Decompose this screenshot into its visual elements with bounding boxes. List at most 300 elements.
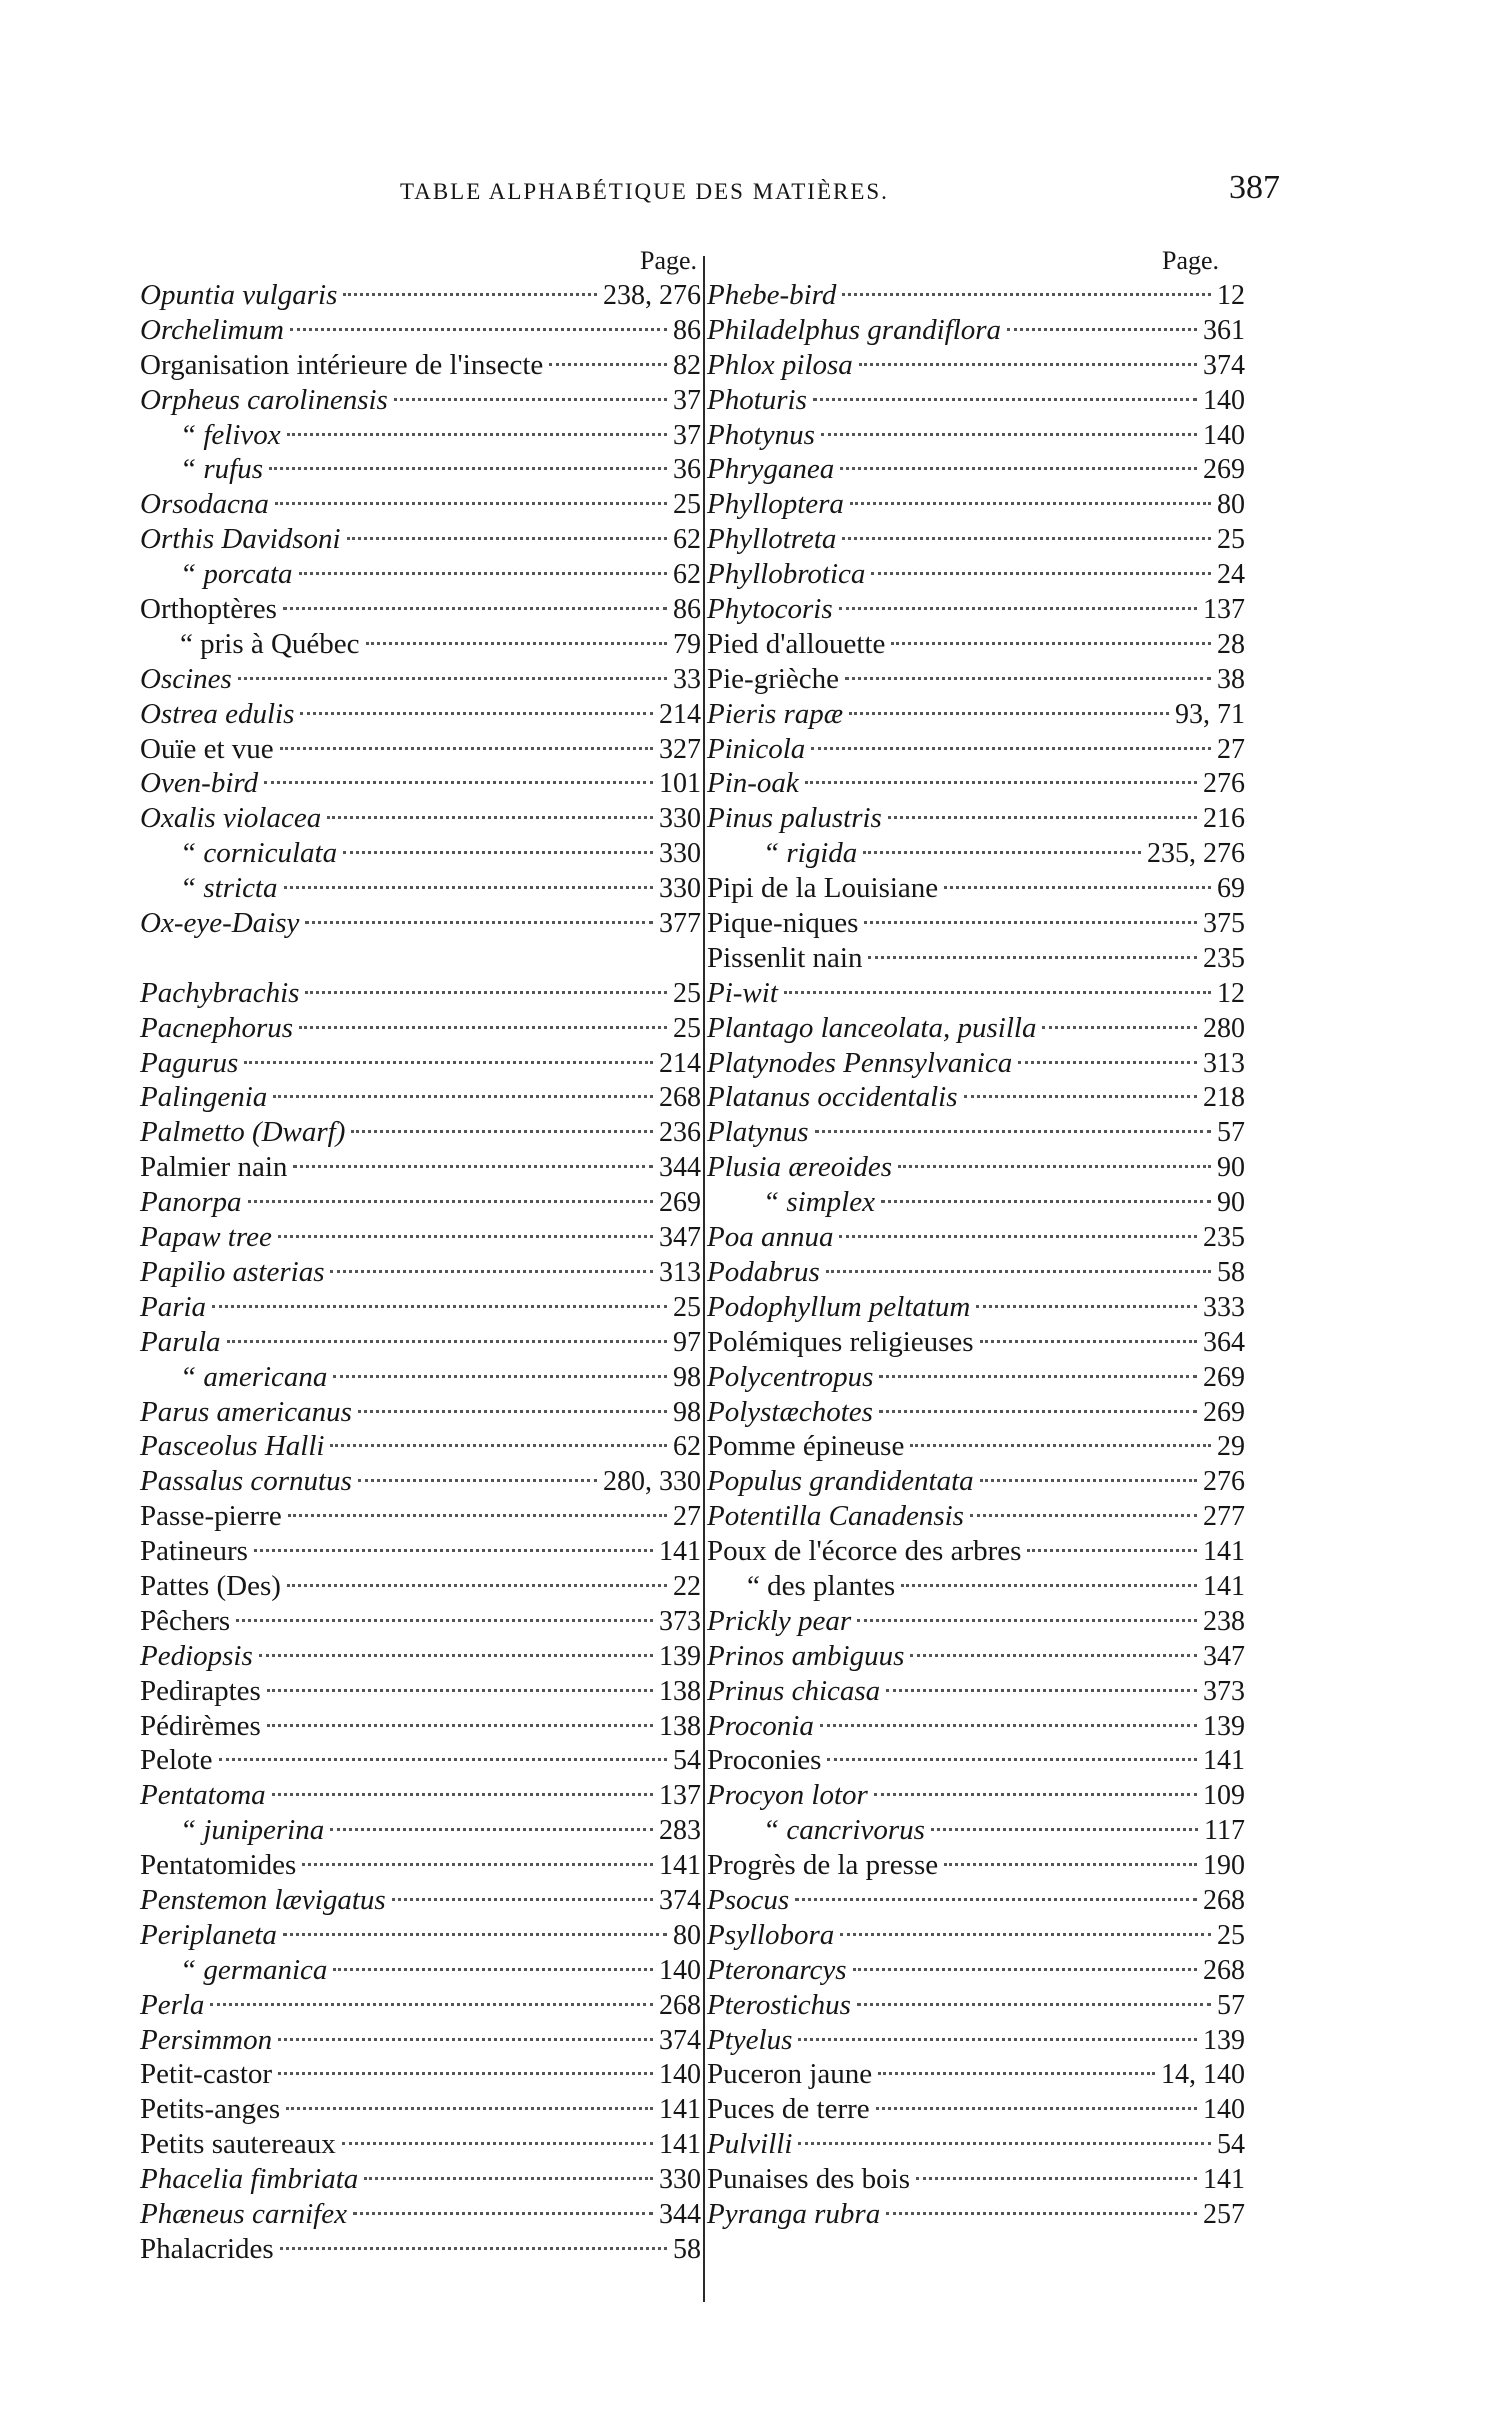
dot-leader — [267, 1689, 653, 1692]
index-entry — [140, 1499, 703, 1534]
entry-term: Organisation intérieure de l'insecte — [140, 348, 544, 381]
entry-pages: 280 — [1203, 1012, 1245, 1044]
entry-pages: 12 — [1217, 977, 1245, 1009]
dot-leader — [853, 1968, 1197, 1971]
entry-pages: 14, 140 — [1161, 2059, 1245, 2091]
index-entry — [707, 383, 1247, 418]
index-entry — [707, 1429, 1247, 1464]
entry-term: Patineurs — [140, 1535, 248, 1568]
dot-leader — [871, 572, 1211, 575]
entry-term: Pi-wit — [707, 976, 778, 1009]
index-entry — [140, 1953, 703, 1988]
dot-leader — [840, 467, 1197, 470]
dot-leader — [343, 293, 597, 296]
index-entry — [140, 871, 703, 906]
entry-term: Pieris rapæ — [707, 697, 844, 730]
index-entry — [140, 766, 703, 801]
entry-term: “ rigida — [763, 837, 858, 870]
dot-leader — [280, 2247, 667, 2250]
entry-term: Prickly pear — [707, 1604, 852, 1637]
dot-leader — [254, 1549, 653, 1552]
index-entry — [707, 2092, 1247, 2127]
dot-leader — [886, 1689, 1197, 1692]
entry-term: Pinicola — [707, 732, 806, 765]
dot-leader — [287, 433, 667, 436]
index-entry — [707, 418, 1247, 453]
dot-leader — [876, 2107, 1197, 2110]
entry-term: Pinus palustris — [707, 802, 882, 835]
index-entry — [140, 452, 703, 487]
entry-pages: 25 — [1217, 524, 1245, 556]
dot-leader — [879, 1410, 1197, 1413]
index-entry — [140, 1115, 703, 1150]
entry-pages: 140 — [1203, 2094, 1245, 2126]
dot-leader — [901, 1584, 1197, 1587]
entry-term: Phebe-bird — [707, 279, 837, 311]
entry-pages: 141 — [1203, 1570, 1245, 1602]
dot-leader — [330, 1828, 653, 1831]
dot-leader — [970, 1514, 1197, 1517]
dot-leader — [244, 1061, 653, 1064]
index-entry — [707, 662, 1247, 697]
entry-term: Podabrus — [707, 1255, 820, 1288]
entry-pages: 216 — [1203, 803, 1245, 835]
dot-leader — [857, 2003, 1211, 2006]
index-entry — [707, 1080, 1247, 1115]
index-column-left — [140, 278, 703, 2267]
entry-pages: 238, 276 — [603, 280, 701, 311]
entry-pages: 57 — [1217, 1117, 1245, 1149]
entry-term: Pissenlit nain — [707, 941, 863, 974]
index-entry — [707, 1290, 1247, 1325]
dot-leader — [333, 1968, 653, 1971]
entry-term: Palmetto (Dwarf) — [140, 1116, 346, 1149]
entry-pages: 257 — [1203, 2198, 1245, 2230]
entry-pages: 276 — [1203, 768, 1245, 800]
entry-term: “ cancrivorus — [763, 1814, 925, 1847]
dot-leader — [827, 1758, 1197, 1761]
dot-leader — [267, 1724, 653, 1727]
entry-pages: 117 — [1204, 1815, 1245, 1847]
entry-pages: 101 — [659, 768, 701, 800]
index-entry — [140, 557, 703, 592]
dot-leader — [293, 1165, 653, 1168]
index-entry — [140, 1674, 703, 1709]
dot-leader — [286, 2107, 653, 2110]
dot-leader — [392, 1898, 653, 1901]
entry-pages: 235 — [1203, 1222, 1245, 1254]
entry-pages: 283 — [659, 1815, 701, 1847]
dot-leader — [347, 537, 667, 540]
entry-term: Parus americanus — [140, 1395, 352, 1428]
index-entry — [140, 662, 703, 697]
index-entry — [707, 697, 1247, 732]
entry-pages: 93, 71 — [1175, 698, 1245, 730]
entry-term: Pentatoma — [140, 1779, 266, 1812]
entry-term: Pterostichus — [707, 1988, 851, 2021]
entry-term: Passe-pierre — [140, 1500, 282, 1533]
index-entry — [707, 906, 1247, 941]
page-number: 387 — [1229, 169, 1280, 206]
index-entry — [140, 1639, 703, 1674]
entry-term: Petit-castor — [140, 2058, 273, 2091]
dot-leader — [879, 1375, 1197, 1378]
entry-pages: 141 — [1203, 2164, 1245, 2196]
index-entry — [140, 1988, 703, 2023]
entry-term: Philadelphus grandiflora — [707, 313, 1002, 346]
entry-pages: 374 — [1203, 349, 1245, 381]
entry-term: Papaw tree — [140, 1221, 272, 1254]
index-entry — [707, 487, 1247, 522]
index-entry — [140, 1080, 703, 1115]
index-entry — [140, 1046, 703, 1081]
index-entry — [140, 1220, 703, 1255]
entry-pages: 280, 330 — [603, 1466, 701, 1498]
index-entry — [140, 1743, 703, 1778]
entry-pages: 374 — [659, 2024, 701, 2056]
index-entry — [140, 592, 703, 627]
index-entry — [707, 627, 1247, 662]
running-title: TABLE ALPHABÉTIQUE DES MATIÈRES. — [400, 179, 889, 204]
index-entry — [707, 871, 1247, 906]
entry-pages: 235, 276 — [1147, 838, 1245, 870]
entry-term: Phæneus carnifex — [140, 2197, 347, 2230]
entry-pages: 277 — [1203, 1501, 1245, 1533]
entry-pages: 330 — [659, 2164, 701, 2196]
entry-term: “ des plantes — [747, 1569, 896, 1602]
dot-leader — [820, 1724, 1197, 1727]
dot-leader — [549, 363, 667, 366]
entry-term: Pattes (Des) — [140, 1569, 281, 1602]
entry-pages: 344 — [659, 2198, 701, 2230]
entry-pages: 54 — [673, 1745, 701, 1777]
column-divider — [703, 256, 705, 2302]
dot-leader — [353, 2212, 653, 2215]
index-entry — [140, 2197, 703, 2232]
entry-pages: 141 — [659, 2094, 701, 2126]
entry-pages: 12 — [1217, 280, 1245, 311]
entry-term: Pteronarcys — [707, 1953, 847, 1986]
index-entry — [707, 348, 1247, 383]
entry-term: Orthis Davidsoni — [140, 523, 341, 556]
entry-pages: 276 — [1203, 1466, 1245, 1498]
index-entry — [707, 2127, 1247, 2162]
entry-term: Pentatomides — [140, 1849, 297, 1882]
entry-pages: 29 — [1217, 1431, 1245, 1463]
dot-leader — [342, 2142, 653, 2145]
dot-leader — [302, 1863, 653, 1866]
entry-pages: 268 — [1203, 1954, 1245, 1986]
dot-leader — [784, 991, 1211, 994]
dot-leader — [878, 2072, 1155, 2075]
entry-pages: 361 — [1203, 314, 1245, 346]
entry-term: Pelote — [140, 1744, 213, 1777]
dot-leader — [842, 293, 1211, 296]
entry-term: Puces de terre — [707, 2093, 870, 2126]
dot-leader — [366, 642, 667, 645]
entry-term: Potentilla Canadensis — [707, 1500, 964, 1533]
index-entry — [707, 522, 1247, 557]
index-entry — [707, 1464, 1247, 1499]
dot-leader — [910, 1444, 1211, 1447]
dot-leader — [299, 572, 667, 575]
entry-pages: 62 — [673, 1431, 701, 1463]
entry-term: “ simplex — [763, 1186, 875, 1219]
index-entry — [707, 732, 1247, 767]
entry-pages: 82 — [673, 349, 701, 381]
entry-pages: 80 — [1217, 489, 1245, 521]
entry-pages: 90 — [1217, 1152, 1245, 1184]
dot-leader — [964, 1095, 1198, 1098]
entry-pages: 333 — [1203, 1291, 1245, 1323]
entry-term: Progrès de la presse — [707, 1849, 939, 1882]
entry-term: Pachybrachis — [140, 976, 300, 1009]
entry-pages: 33 — [673, 663, 701, 695]
dot-leader — [849, 712, 1169, 715]
index-entry — [140, 1150, 703, 1185]
entry-pages: 58 — [673, 2233, 701, 2265]
entry-term: “ corniculata — [180, 837, 338, 870]
entry-pages: 139 — [1203, 1710, 1245, 1742]
entry-term: Pulvilli — [707, 2128, 793, 2161]
entry-pages: 141 — [659, 1536, 701, 1568]
dot-leader — [280, 747, 653, 750]
entry-term: Plantago lanceolata, pusilla — [707, 1011, 1037, 1044]
index-entry — [707, 1534, 1247, 1569]
index-entry — [707, 557, 1247, 592]
dot-leader — [864, 921, 1197, 924]
entry-term: Prinos ambiguus — [707, 1639, 905, 1672]
index-entry — [707, 1011, 1247, 1046]
entry-term: Passalus cornutus — [140, 1465, 352, 1498]
entry-pages: 141 — [1203, 1536, 1245, 1568]
entry-term: Phacelia fimbriata — [140, 2163, 359, 2196]
dot-leader — [842, 537, 1211, 540]
entry-pages: 24 — [1217, 559, 1245, 591]
dot-leader — [236, 1619, 653, 1622]
index-entry — [140, 697, 703, 732]
index-entry — [140, 732, 703, 767]
dot-leader — [888, 816, 1197, 819]
entry-pages: 140 — [1203, 419, 1245, 451]
index-entry — [140, 1290, 703, 1325]
entry-term: Pique-niques — [707, 907, 859, 940]
entry-pages: 268 — [659, 1082, 701, 1114]
dot-leader — [278, 2038, 653, 2041]
entry-pages: 25 — [1217, 1919, 1245, 1951]
index-entry — [140, 836, 703, 871]
index-entry — [140, 2092, 703, 2127]
index-entry — [140, 1464, 703, 1499]
entry-term: Pacnephorus — [140, 1011, 294, 1044]
index-entry — [140, 383, 703, 418]
index-entry — [140, 2057, 703, 2092]
entry-pages: 38 — [1217, 663, 1245, 695]
right-column-heading: Page. — [1162, 246, 1220, 275]
index-entry — [707, 836, 1247, 871]
index-entry — [707, 1255, 1247, 1290]
entry-pages: 330 — [659, 803, 701, 835]
index-entry — [140, 1534, 703, 1569]
index-entry — [140, 906, 703, 941]
index-entry — [707, 452, 1247, 487]
entry-pages: 137 — [659, 1780, 701, 1812]
dot-leader — [1027, 1549, 1197, 1552]
entry-term: Pêchers — [140, 1604, 231, 1637]
entry-pages: 327 — [659, 733, 701, 765]
dot-leader — [248, 1200, 654, 1203]
dot-leader — [805, 781, 1197, 784]
entry-term: Phlox pilosa — [707, 348, 853, 381]
index-entry — [707, 1115, 1247, 1150]
dot-leader — [330, 1444, 667, 1447]
entry-term: Opuntia vulgaris — [140, 279, 338, 311]
dot-leader — [300, 712, 653, 715]
entry-pages: 377 — [659, 908, 701, 940]
entry-pages: 54 — [1217, 2129, 1245, 2161]
entry-pages: 330 — [659, 838, 701, 870]
entry-pages: 25 — [673, 1291, 701, 1323]
dot-leader — [815, 1130, 1212, 1133]
entry-term: Proconia — [707, 1709, 814, 1742]
index-entry — [707, 941, 1247, 976]
index-entry — [707, 1185, 1247, 1220]
index-entry — [707, 278, 1247, 313]
entry-pages: 79 — [673, 628, 701, 660]
entry-term: “ americana — [180, 1360, 328, 1393]
index-entry — [707, 1499, 1247, 1534]
dot-leader — [826, 1270, 1211, 1273]
index-entry — [140, 1604, 703, 1639]
index-entry — [140, 487, 703, 522]
dot-leader — [264, 781, 653, 784]
entry-pages: 313 — [1203, 1047, 1245, 1079]
entry-term: “ juniperina — [180, 1814, 325, 1847]
entry-pages: 25 — [673, 489, 701, 521]
entry-term: Pagurus — [140, 1046, 239, 1079]
index-entry — [707, 1569, 1247, 1604]
dot-leader — [305, 991, 667, 994]
index-entry — [140, 1778, 703, 1813]
entry-pages: 330 — [659, 873, 701, 905]
dot-leader — [839, 607, 1197, 610]
entry-pages: 138 — [659, 1675, 701, 1707]
index-entry — [140, 801, 703, 836]
dot-leader — [358, 1479, 597, 1482]
entry-pages: 139 — [659, 1640, 701, 1672]
index-entry — [140, 1709, 703, 1744]
dot-leader — [931, 1828, 1198, 1831]
entry-term: Procyon lotor — [707, 1779, 868, 1812]
index-entry — [707, 1674, 1247, 1709]
entry-term: Pyranga rubra — [707, 2197, 881, 2230]
dot-leader — [288, 1514, 667, 1517]
dot-leader — [845, 677, 1211, 680]
entry-pages: 141 — [659, 2129, 701, 2161]
entry-pages: 190 — [1203, 1850, 1245, 1882]
entry-term: Orpheus carolinensis — [140, 383, 388, 416]
dot-leader — [273, 1095, 653, 1098]
entry-term: Pediopsis — [140, 1639, 253, 1672]
entry-term: Oscines — [140, 662, 232, 695]
entry-term: Phytocoris — [707, 593, 833, 626]
page-header — [400, 169, 1280, 225]
index-entry — [707, 1953, 1247, 1988]
dot-leader — [916, 2177, 1197, 2180]
index-entry — [140, 418, 703, 453]
dot-leader — [269, 467, 667, 470]
dot-leader — [351, 1130, 653, 1133]
entry-term: Palingenia — [140, 1081, 268, 1114]
entry-term: Platynodes Pennsylvanica — [707, 1046, 1013, 1079]
dot-leader — [868, 956, 1197, 959]
dot-leader — [840, 1933, 1211, 1936]
index-entry — [707, 2023, 1247, 2058]
dot-leader — [874, 1793, 1197, 1796]
index-entry — [707, 1150, 1247, 1185]
entry-term: Ox-eye-Daisy — [140, 907, 300, 940]
entry-term: Oxalis violacea — [140, 802, 322, 835]
dot-leader — [299, 1026, 667, 1029]
index-entry — [707, 1709, 1247, 1744]
index-entry — [707, 1325, 1247, 1360]
entry-pages: 86 — [673, 314, 701, 346]
dot-leader — [305, 921, 653, 924]
entry-term: Poux de l'écorce des arbres — [707, 1535, 1022, 1568]
index-entry — [140, 1360, 703, 1395]
entry-term: Proconies — [707, 1744, 822, 1777]
entry-term: Phyllotreta — [707, 523, 837, 556]
entry-term: Petits sautereaux — [140, 2128, 336, 2161]
dot-leader — [238, 677, 667, 680]
dot-leader — [227, 1340, 667, 1343]
entry-term: Perla — [140, 1988, 205, 2021]
entry-term: Pin-oak — [707, 767, 799, 800]
dot-leader — [980, 1340, 1197, 1343]
index-entry — [140, 348, 703, 383]
entry-term: “ porcata — [180, 558, 293, 591]
entry-term: Psocus — [707, 1883, 790, 1916]
index-entry — [140, 1813, 703, 1848]
entry-pages: 218 — [1203, 1082, 1245, 1114]
entry-term: Platanus occidentalis — [707, 1081, 958, 1114]
entry-term: Pipi de la Louisiane — [707, 872, 939, 905]
dot-leader — [290, 328, 667, 331]
entry-term: Puceron jaune — [707, 2058, 873, 2091]
entry-term: Phyllobrotica — [707, 558, 866, 591]
dot-leader — [944, 1863, 1197, 1866]
index-entry — [140, 1918, 703, 1953]
entry-pages: 36 — [673, 454, 701, 486]
dot-leader — [944, 886, 1211, 889]
entry-pages: 58 — [1217, 1256, 1245, 1288]
entry-term: Palmier nain — [140, 1151, 288, 1184]
entry-pages: 25 — [673, 1012, 701, 1044]
entry-term: Plusia æreoides — [707, 1151, 893, 1184]
index-entry — [707, 1848, 1247, 1883]
index-entry — [140, 1395, 703, 1430]
entry-pages: 373 — [659, 1605, 701, 1637]
dot-leader — [210, 2003, 653, 2006]
index-entry — [707, 766, 1247, 801]
entry-pages: 37 — [673, 419, 701, 451]
entry-term: Phylloptera — [707, 488, 844, 521]
dot-leader — [821, 433, 1197, 436]
entry-pages: 98 — [673, 1361, 701, 1393]
entry-pages: 138 — [659, 1710, 701, 1742]
entry-term: Pomme épineuse — [707, 1430, 905, 1463]
index-entry — [707, 1743, 1247, 1778]
